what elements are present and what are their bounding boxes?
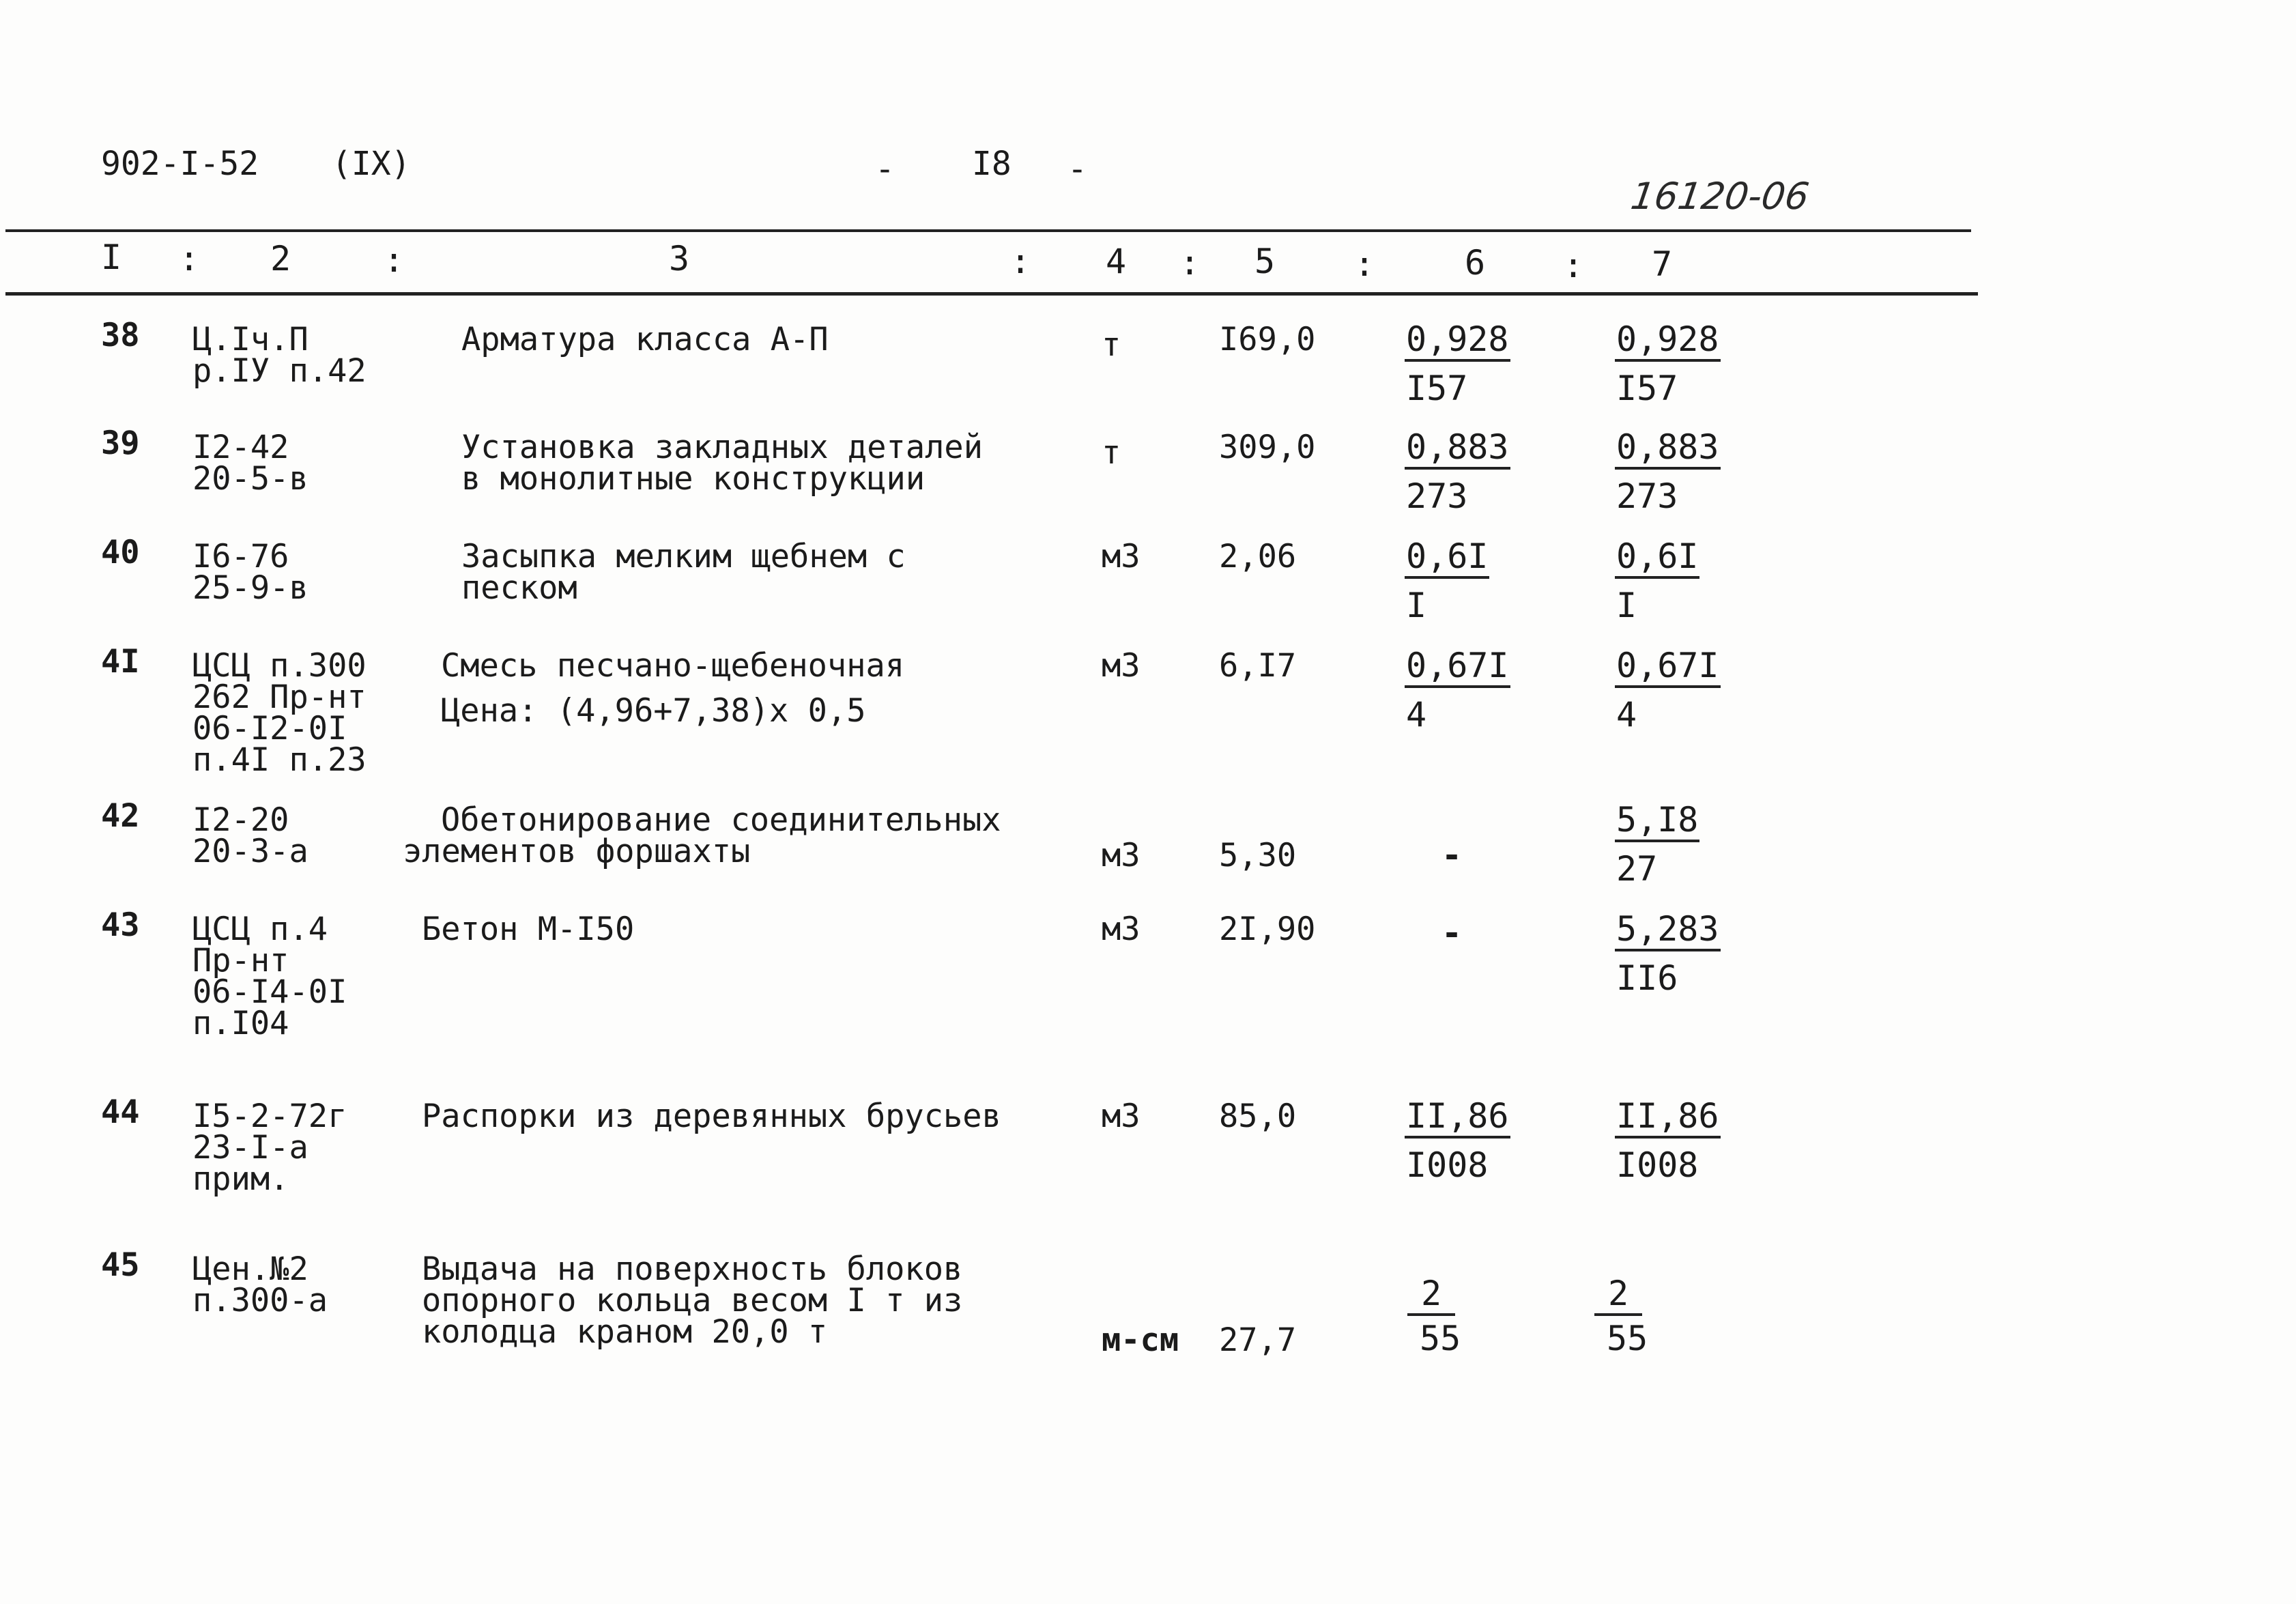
total-value: 55 bbox=[1420, 1319, 1461, 1358]
column-7-value bbox=[1615, 536, 1699, 625]
total-value: II6 bbox=[1616, 958, 1678, 998]
total-value: I008 bbox=[1616, 1145, 1699, 1185]
page-dash-left: - bbox=[875, 150, 895, 188]
total-value: I57 bbox=[1406, 369, 1468, 408]
unit-value: 0,883 bbox=[1405, 430, 1510, 470]
unit-value: 0,6I bbox=[1615, 539, 1699, 579]
unit-value: 5,283 bbox=[1615, 912, 1721, 951]
column-separator: : bbox=[1179, 243, 1201, 283]
row-number: 44 bbox=[101, 1093, 140, 1131]
unit: м3 bbox=[1102, 911, 1140, 948]
column-4-label: 4 bbox=[1106, 242, 1127, 281]
quantity: 6,I7 bbox=[1219, 647, 1297, 685]
description-line: Обетонирование соединительных bbox=[441, 801, 1001, 839]
reference-line: 06-I2-0I bbox=[192, 710, 347, 747]
column-separator: : bbox=[1010, 242, 1031, 281]
reference-line: прим. bbox=[192, 1160, 289, 1198]
reference-line: 20-5-в bbox=[192, 460, 308, 498]
reference-line: I2-42 bbox=[192, 429, 289, 466]
description-line: опорного кольца весом I т из bbox=[422, 1282, 963, 1319]
total-value: 4 bbox=[1616, 695, 1637, 734]
unit-value: II,86 bbox=[1405, 1099, 1510, 1138]
description-line: Арматура класса А-П bbox=[461, 321, 829, 358]
quantity: 2I,90 bbox=[1219, 911, 1316, 948]
unit: т bbox=[1102, 326, 1121, 364]
header-rule-top bbox=[5, 229, 1971, 232]
reference-line: 23-I-а bbox=[192, 1129, 308, 1166]
column-6-label: 6 bbox=[1465, 243, 1486, 283]
unit-value: 0,6I bbox=[1405, 539, 1489, 579]
quantity: I69,0 bbox=[1219, 321, 1316, 358]
unit-value: 0,67I bbox=[1405, 648, 1510, 688]
unit: м3 bbox=[1102, 538, 1140, 575]
total-value: I008 bbox=[1406, 1145, 1489, 1185]
description-line: в монолитные конструкции bbox=[461, 460, 925, 498]
total-value: 27 bbox=[1616, 849, 1658, 889]
description-line: Бетон М-I50 bbox=[422, 911, 635, 948]
column-7-value bbox=[1615, 319, 1721, 408]
column-6-value bbox=[1405, 536, 1489, 625]
archive-stamp: 16120-06 bbox=[1628, 175, 1812, 218]
column-separator: : bbox=[1354, 244, 1375, 284]
reference-line: Цен.№2 bbox=[192, 1250, 308, 1288]
header-rule-bottom bbox=[5, 292, 1978, 296]
reference-line: Ц.Iч.П bbox=[192, 321, 308, 358]
reference-line: р.IУ п.42 bbox=[192, 352, 367, 390]
unit: м3 bbox=[1102, 837, 1140, 874]
page-dash-right: - bbox=[1067, 150, 1087, 188]
column-6-dash: - bbox=[1441, 835, 1463, 875]
reference-line: I6-76 bbox=[192, 538, 289, 575]
unit-value: 5,I8 bbox=[1615, 803, 1699, 842]
column-6-value bbox=[1405, 427, 1510, 516]
total-value: I57 bbox=[1616, 369, 1678, 408]
column-5-label: 5 bbox=[1254, 242, 1276, 281]
description-line: песком bbox=[461, 569, 577, 607]
quantity: 309,0 bbox=[1219, 429, 1316, 466]
unit-value: 0,67I bbox=[1615, 648, 1721, 688]
total-value: 4 bbox=[1406, 695, 1427, 734]
column-separator: : bbox=[384, 240, 405, 280]
unit-value: 0,928 bbox=[1405, 322, 1510, 362]
description-line: элементов форшахты bbox=[403, 833, 751, 870]
column-6-value bbox=[1407, 1276, 1461, 1356]
reference-line: 25-9-в bbox=[192, 569, 308, 607]
column-1-label: I bbox=[101, 238, 122, 277]
document-code: 902-I-52 bbox=[101, 145, 259, 183]
reference-line: Пр-нт bbox=[192, 942, 289, 979]
description-line: колодца краном 20,0 т bbox=[422, 1313, 828, 1351]
column-6-value bbox=[1405, 319, 1510, 408]
row-number: 4I bbox=[101, 643, 140, 681]
description-line: Распорки из деревянных брусьев bbox=[422, 1098, 1001, 1135]
total-value: 55 bbox=[1607, 1319, 1648, 1358]
unit-value: II,86 bbox=[1615, 1099, 1721, 1138]
reference-line: п.4I п.23 bbox=[192, 741, 367, 779]
total-value: I bbox=[1616, 586, 1637, 625]
reference-line: 06-I4-0I bbox=[192, 973, 347, 1011]
column-3-label: 3 bbox=[669, 239, 690, 278]
column-6-value bbox=[1405, 648, 1510, 732]
unit-value: 0,928 bbox=[1615, 322, 1721, 362]
row-number: 43 bbox=[101, 906, 140, 944]
column-7-value bbox=[1615, 800, 1699, 889]
quantity: 85,0 bbox=[1219, 1098, 1297, 1135]
row-number: 38 bbox=[101, 317, 140, 354]
column-7-value bbox=[1594, 1276, 1648, 1356]
total-value: 273 bbox=[1406, 476, 1468, 516]
reference-line: ЦСЦ п.4 bbox=[192, 911, 328, 948]
unit: м-см bbox=[1102, 1321, 1179, 1359]
row-number: 39 bbox=[101, 425, 140, 462]
column-7-label: 7 bbox=[1652, 244, 1673, 284]
column-7-value bbox=[1615, 1096, 1721, 1185]
quantity: 5,30 bbox=[1219, 837, 1297, 874]
row-number: 45 bbox=[101, 1246, 140, 1284]
column-7-value bbox=[1615, 427, 1721, 516]
reference-line: ЦСЦ п.300 bbox=[192, 647, 367, 685]
reference-line: I5-2-72г bbox=[192, 1098, 347, 1135]
reference-line: п.300-а bbox=[192, 1282, 328, 1319]
document-part: (IX) bbox=[332, 145, 411, 183]
unit-value: 2 bbox=[1594, 1276, 1642, 1316]
description-line: Выдача на поверхность блоков bbox=[422, 1250, 963, 1288]
column-6-dash: - bbox=[1441, 913, 1463, 953]
unit-value: 2 bbox=[1407, 1276, 1455, 1316]
row-number: 42 bbox=[101, 797, 140, 835]
reference-line: 20-3-а bbox=[192, 833, 308, 870]
description-line: Засыпка мелким щебнем с bbox=[461, 538, 906, 575]
quantity: 27,7 bbox=[1219, 1321, 1297, 1359]
description-line: Смесь песчано-щебеночная bbox=[441, 647, 905, 685]
description-line: Установка закладных деталей bbox=[461, 429, 984, 466]
unit: т bbox=[1102, 434, 1121, 472]
column-6-value bbox=[1405, 1096, 1510, 1185]
row-number: 40 bbox=[101, 534, 140, 571]
page-number: I8 bbox=[972, 145, 1011, 183]
reference-line: п.I04 bbox=[192, 1005, 289, 1042]
column-7-value bbox=[1615, 909, 1721, 998]
total-value: I bbox=[1406, 586, 1427, 625]
total-value: 273 bbox=[1616, 476, 1678, 516]
reference-line: 262 Пр-нт bbox=[192, 678, 367, 716]
unit-value: 0,883 bbox=[1615, 430, 1721, 470]
quantity: 2,06 bbox=[1219, 538, 1297, 575]
reference-line: I2-20 bbox=[192, 801, 289, 839]
price-note: Цена: (4,96+7,38)х 0,5 bbox=[441, 692, 866, 730]
column-separator: : bbox=[179, 239, 200, 278]
column-2-label: 2 bbox=[270, 239, 291, 278]
unit: м3 bbox=[1102, 647, 1140, 685]
column-7-value bbox=[1615, 648, 1721, 732]
column-separator: : bbox=[1563, 246, 1584, 285]
unit: м3 bbox=[1102, 1098, 1140, 1135]
